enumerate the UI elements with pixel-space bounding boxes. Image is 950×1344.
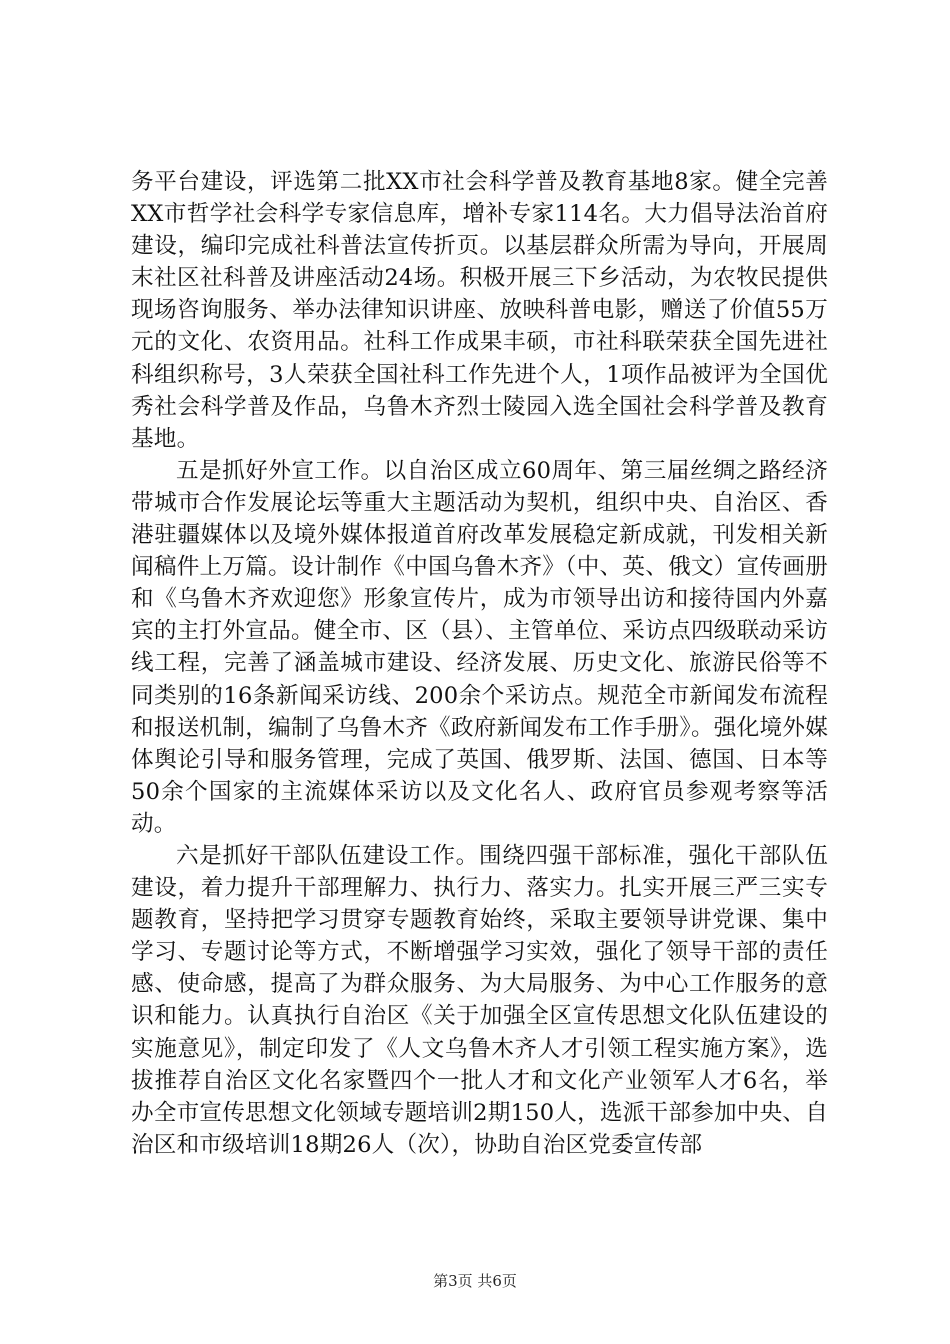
page-number: 第3页 共6页 [433,1272,517,1290]
paragraph-five-overseas-publicity: 五是抓好外宣工作。以自治区成立60周年、第三届丝绸之路经济带城市合作发展论坛等重大主题活动为契机，组织中央、自治区、香港驻疆媒体以及境外媒体报道首府改革发展稳定新成就，刊发相关新闻稿件上万篇。设计制作《中国乌鲁木齐》（中、英、俄文）宣传画册和《乌鲁木齐欢迎您》形象宣传片，成为市领导出访和接待国内外嘉宾的主打外宣品。健全市、区（县）、主管单位、采访点四级联动采访线工程，完善了涵盖城市建设、经济发展、历史文化、旅游民俗等不同类别的16条新闻采访线、200余个采访点。规范全市新闻发布流程和报送机制，编制了乌鲁木齐《政府新闻发布工作手册》。强化境外媒体舆论引导和服务管理，完成了英国、俄罗斯、法国、德国、日本等50余个国家的主流媒体采访以及文化名人、政府官员参观考察等活动。 [131,457,828,837]
paragraph-six-cadre-team: 六是抓好干部队伍建设工作。围绕四强干部标准，强化干部队伍建设，着力提升干部理解力、执行力、落实力。扎实开展三严三实专题教育，坚持把学习贯穿专题教育始终，采取主要领导讲党课、集中学习、专题讨论等方式，不断增强学习实效，强化了领导干部的责任感、使命感，提高了为群众服务、为大局服务、为中心工作服务的意识和能力。认真执行自治区《关于加强全区宣传思想文化队伍建设的实施意见》，制定印发了《人文乌鲁木齐人才引领工程实施方案》，选拔推荐自治区文化名家暨四个一批人才和文化产业领军人才6名，举办全市宣传思想文化领域专题培训2期150人，选派干部参加中央、自治区和市级培训18期26人（次），协助自治区党委宣传部 [131,842,828,1158]
page-footer [0,1271,950,1291]
paragraph-continuation: 务平台建设，评选第二批XX市社会科学普及教育基地8家。健全完善XX市哲学社会科学专家信息库，增补专家114名。大力倡导法治首府建设，编印完成社科普法宣传折页。以基层群众所需为导向，开展周末社区社科普及讲座活动24场。积极开展三下乡活动，为农牧民提供现场咨询服务、举办法律知识讲座、放映科普电影，赠送了价值55万元的文化、农资用品。社科工作成果丰硕，市社科联荣获全国先进社科组织称号，3人荣获全国社科工作先进个人，1项作品被评为全国优秀社会科学普及作品，乌鲁木齐烈士陵园入选全国社会科学普及教育基地。 [131,169,828,452]
document-body [131,166,828,1161]
